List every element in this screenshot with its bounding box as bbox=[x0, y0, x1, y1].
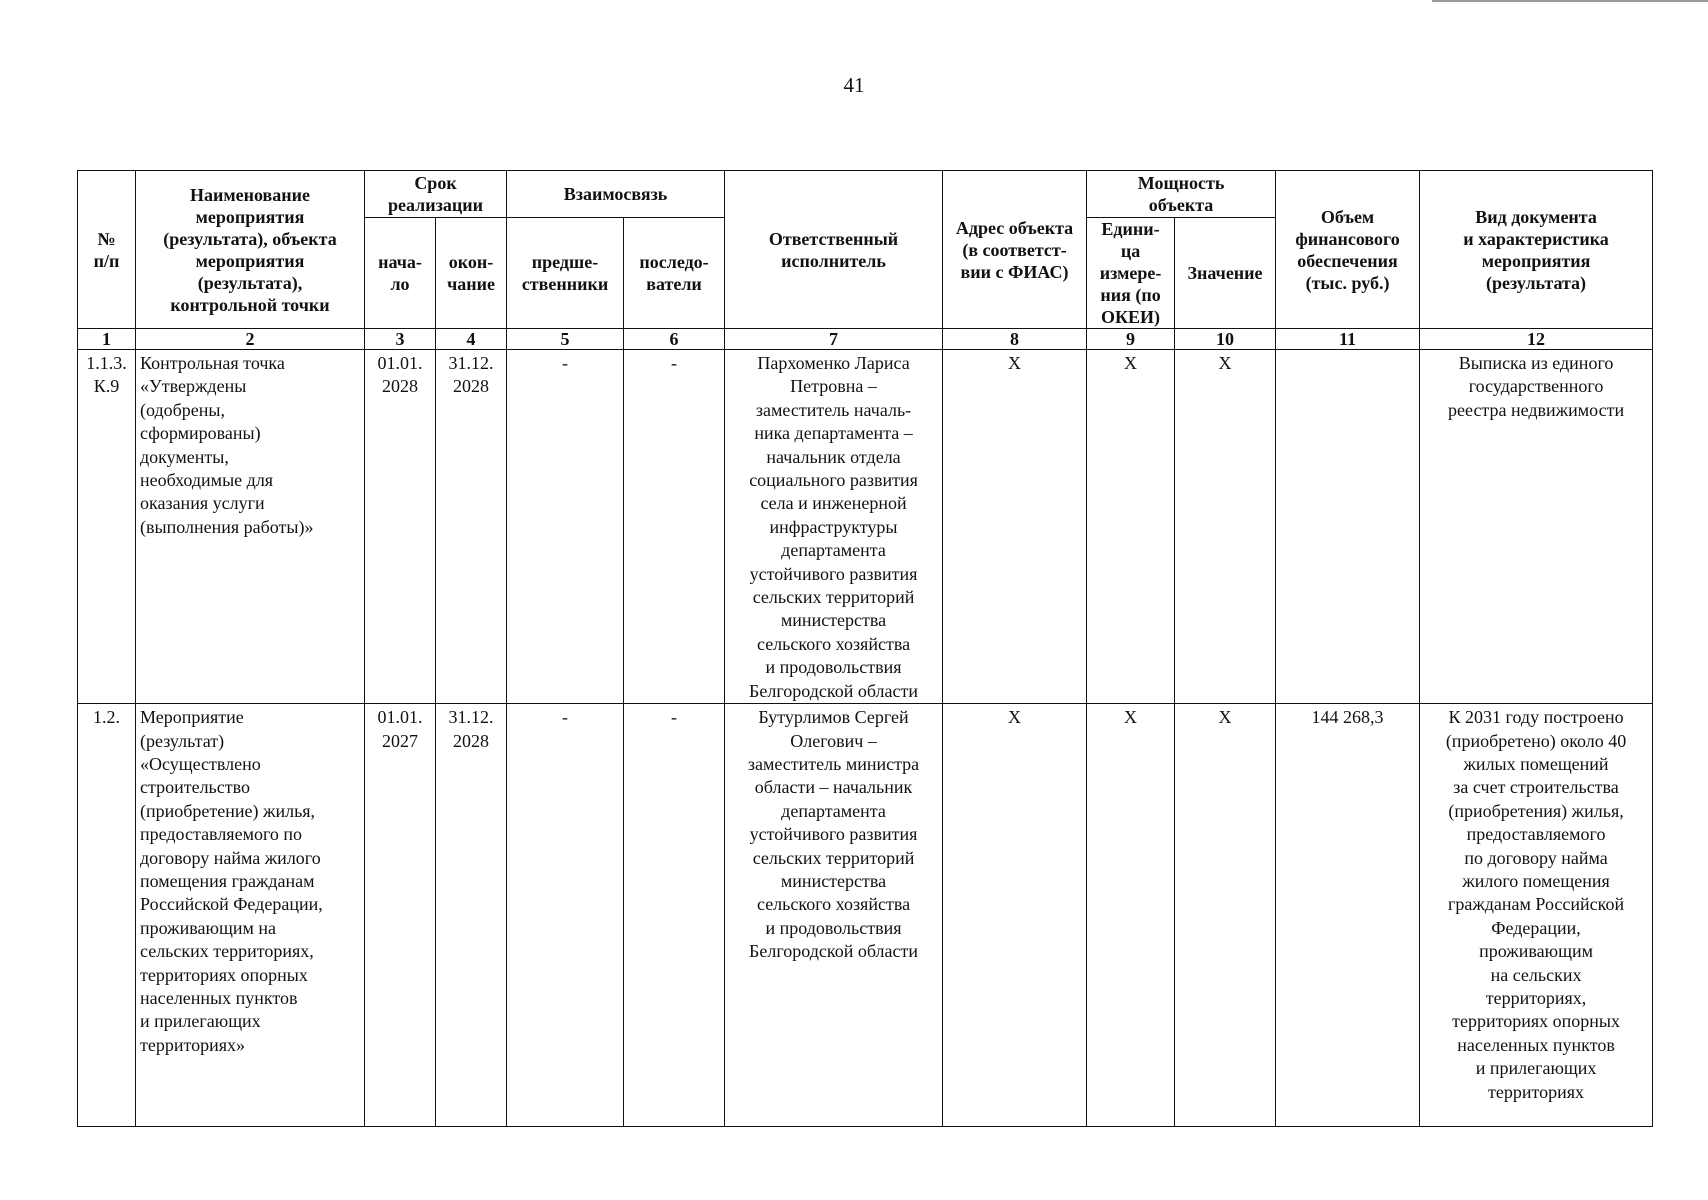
cell-num: 1.1.3. К.9 bbox=[78, 350, 136, 704]
column-number-6: 6 bbox=[624, 329, 725, 350]
column-number-5: 5 bbox=[507, 329, 624, 350]
column-number-9: 9 bbox=[1087, 329, 1175, 350]
cell-executor: Пархоменко Лариса Петровна – заместитель началь- ника департамента – начальник отдела социального развития села и инженерной инфраструктуры департамента устойчивого развития сельских территорий министерства сельского хозяйства и продовольствия Белгородской области bbox=[725, 350, 943, 704]
header-term-end: окон- чание bbox=[436, 218, 507, 329]
cell-value: X bbox=[1175, 350, 1276, 704]
cell-executor: Бутурлимов Сергей Олегович – заместитель министра области – начальник департамента устойчивого развития сельских территорий министерства сельского хозяйства и продовольствия Белгородской области bbox=[725, 704, 943, 1127]
cell-value: X bbox=[1175, 704, 1276, 1127]
cell-start: 01.01. 2028 bbox=[365, 350, 436, 704]
header-funding: Объем финансового обеспечения (тыс. руб.) bbox=[1276, 171, 1420, 329]
header-name: Наименование мероприятия (результата), объекта мероприятия (результата), контрольной точки bbox=[136, 171, 365, 329]
header-relation-next: последо- ватели bbox=[624, 218, 725, 329]
header-capacity-unit: Едини- ца измере- ния (по ОКЕИ) bbox=[1087, 218, 1175, 329]
header-num: № п/п bbox=[78, 171, 136, 329]
header-relation-prev: предше- ственники bbox=[507, 218, 624, 329]
column-number-4: 4 bbox=[436, 329, 507, 350]
column-number-10: 10 bbox=[1175, 329, 1276, 350]
cell-prev: - bbox=[507, 350, 624, 704]
column-number-7: 7 bbox=[725, 329, 943, 350]
cell-next: - bbox=[624, 704, 725, 1127]
top-edge-rule bbox=[1432, 0, 1708, 2]
cell-unit: X bbox=[1087, 704, 1175, 1127]
header-capacity-group: Мощность объекта bbox=[1087, 171, 1276, 218]
cell-end: 31.12. 2028 bbox=[436, 704, 507, 1127]
cell-num: 1.2. bbox=[78, 704, 136, 1127]
header-capacity-value: Значение bbox=[1175, 218, 1276, 329]
cell-document: Выписка из единого государственного реестра недвижимости bbox=[1420, 350, 1653, 704]
cell-end: 31.12. 2028 bbox=[436, 350, 507, 704]
cell-prev: - bbox=[507, 704, 624, 1127]
column-number-12: 12 bbox=[1420, 329, 1653, 350]
cell-address: X bbox=[943, 350, 1087, 704]
cell-document: К 2031 году построено (приобретено) около 40 жилых помещений за счет строительства (приобретения) жилья, предоставляемого по договору найма жилого помещения гражданам Российской Федерации, проживающим на сельских территориях, территориях опорных населенных пунктов и прилегающих территориях bbox=[1420, 704, 1653, 1127]
cell-funding bbox=[1276, 350, 1420, 704]
header-relation-group: Взаимосвязь bbox=[507, 171, 725, 218]
cell-start: 01.01. 2027 bbox=[365, 704, 436, 1127]
header-term-start: нача- ло bbox=[365, 218, 436, 329]
header-executor: Ответственный исполнитель bbox=[725, 171, 943, 329]
column-number-3: 3 bbox=[365, 329, 436, 350]
page-number: 41 bbox=[843, 73, 865, 97]
column-number-11: 11 bbox=[1276, 329, 1420, 350]
cell-name: Контрольная точка «Утверждены (одобрены, сформированы) документы, необходимые для оказания услуги (выполнения работы)» bbox=[136, 350, 365, 704]
header-document: Вид документа и характеристика мероприятия (результата) bbox=[1420, 171, 1653, 329]
cell-funding: 144 268,3 bbox=[1276, 704, 1420, 1127]
header-term-group: Срок реализации bbox=[365, 171, 507, 218]
table-row bbox=[78, 704, 1653, 1127]
cell-address: X bbox=[943, 704, 1087, 1127]
column-number-8: 8 bbox=[943, 329, 1087, 350]
table-row bbox=[78, 350, 1653, 704]
header-address: Адрес объекта (в соответст- вии с ФИАС) bbox=[943, 171, 1087, 329]
column-number-2: 2 bbox=[136, 329, 365, 350]
cell-name: Мероприятие (результат) «Осуществлено строительство (приобретение) жилья, предоставляемого по договору найма жилого помещения гражданам Российской Федерации, проживающим на сельских территориях, территориях опорных населенных пунктов и прилегающих территориях» bbox=[136, 704, 365, 1127]
cell-unit: X bbox=[1087, 350, 1175, 704]
cell-next: - bbox=[624, 350, 725, 704]
column-number-1: 1 bbox=[78, 329, 136, 350]
activities-table bbox=[77, 170, 1653, 1127]
